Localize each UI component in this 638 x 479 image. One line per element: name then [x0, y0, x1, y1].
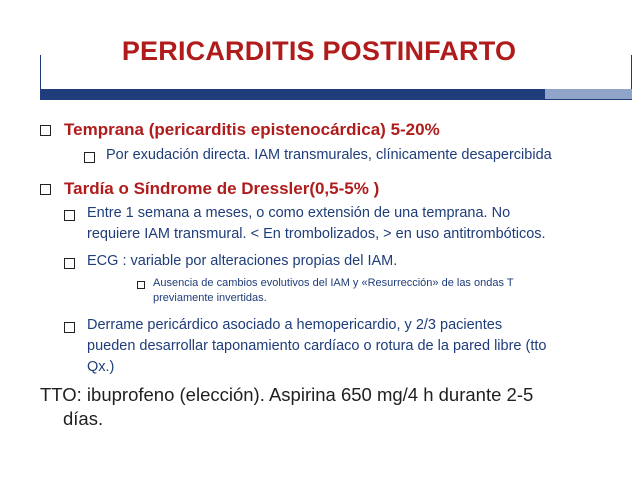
square-bullet-icon	[64, 210, 75, 221]
bullet-tardia-onset-line1: Entre 1 semana a meses, o como extensión de una temprana. No	[87, 205, 511, 221]
accent-underline	[40, 99, 632, 100]
accent-bar-light	[545, 89, 632, 99]
bullet-ecg-detail-line2: previamente invertidas.	[153, 292, 267, 304]
title-accent-bar	[40, 89, 632, 99]
square-bullet-icon	[40, 184, 51, 195]
bullet-tardia-derrame-line2: pueden desarrollar taponamiento cardíaco o rotura de la pared libre (tto	[87, 338, 547, 354]
bullet-temprana: Temprana (pericarditis epistenocárdica) 5-20%	[64, 120, 440, 139]
square-bullet-icon	[64, 322, 75, 333]
slide-title: PERICARDITIS POSTINFARTO	[121, 36, 517, 66]
bullet-temprana-detail: Por exudación directa. IAM transmurales, clínicamente desapercibida	[106, 147, 552, 163]
accent-divider	[631, 55, 632, 93]
square-bullet-icon	[40, 125, 51, 136]
treatment-line2: días.	[63, 408, 104, 429]
accent-bar-dark	[40, 89, 545, 99]
bullet-tardia-derrame-line1: Derrame pericárdico asociado a hemopericardio, y 2/3 pacientes	[87, 317, 503, 333]
bullet-tardia-derrame-line3: Qx.)	[87, 359, 115, 375]
bullet-tardia-onset-line2: requiere IAM transmural. < En trombolizados, > en uso antitrombóticos.	[87, 226, 546, 242]
bullet-tardia: Tardía o Síndrome de Dressler(0,5-5% )	[64, 179, 380, 198]
bullet-ecg-detail-line1: Ausencia de cambios evolutivos del IAM y «Resurrección» de las ondas T	[153, 277, 514, 289]
square-bullet-icon	[84, 152, 95, 163]
bullet-tardia-ecg: ECG : variable por alteraciones propias del IAM.	[87, 253, 398, 269]
square-bullet-icon	[137, 281, 145, 289]
accent-divider	[40, 55, 41, 93]
treatment-line1: TTO: ibuprofeno (elección). Aspirina 650 mg/4 h durante 2-5	[40, 384, 534, 405]
square-bullet-icon	[64, 258, 75, 269]
